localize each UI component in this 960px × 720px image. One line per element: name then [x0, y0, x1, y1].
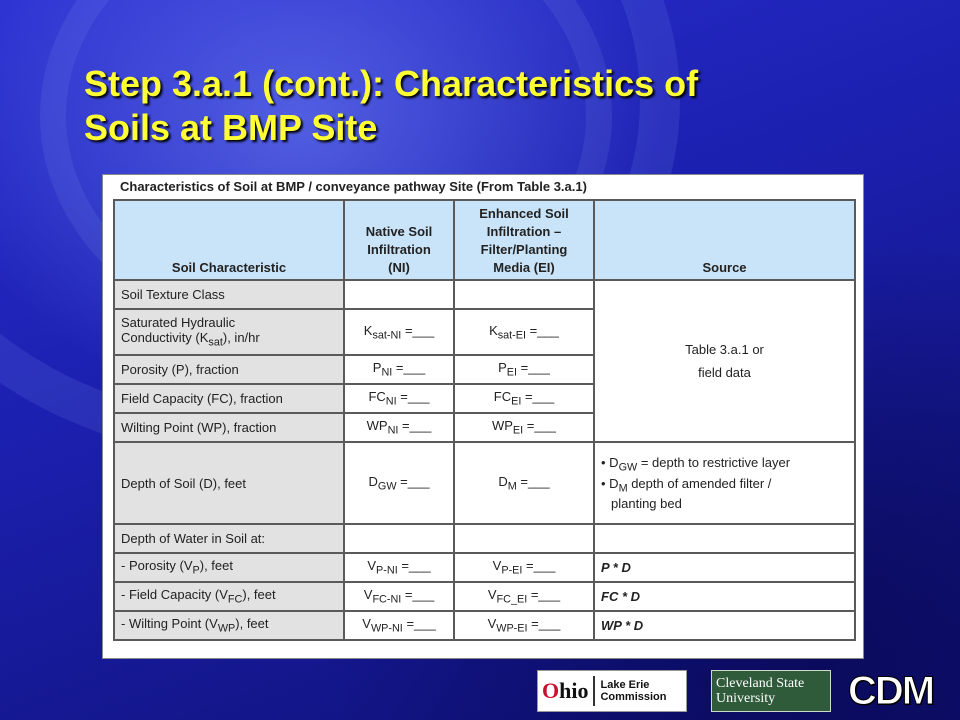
cell-native	[344, 524, 454, 553]
cell-characteristic: - Field Capacity $(V_{FC})$, feet	[114, 582, 344, 611]
cell-native: $P_{NI}$ =___	[344, 355, 454, 384]
cell-characteristic: Saturated Hydraulic Conductivity $(K_{sat})$, in/hr	[114, 309, 344, 355]
slide-title-line2: Soils at BMP Site	[84, 107, 378, 148]
cell-characteristic: Porosity (P), fraction	[114, 355, 344, 384]
logo-divider	[593, 676, 595, 706]
cell-characteristic: Depth of Soil (D), feet	[114, 442, 344, 524]
cell-native: $V_{P-NI}$ =___	[344, 553, 454, 582]
cell-enhanced	[454, 280, 594, 309]
cell-native: $V_{WP-NI}$ =___	[344, 611, 454, 640]
cell-source-depth-notes: • $D_{GW}$ = depth to restrictive layer • $D_M$ depth of amended filter / planting bed	[594, 442, 855, 524]
table-image	[103, 175, 863, 658]
cell-native: $FC_{NI}$ =___	[344, 384, 454, 413]
depth-note-2: • $D_M$ depth of amended filter /	[601, 475, 772, 495]
cell-enhanced: $P_{EI}$ =___	[454, 355, 594, 384]
cell-enhanced: $K_{sat-EI}$ =___	[454, 309, 594, 355]
cell-native: $D_{GW}$ =___	[344, 442, 454, 524]
table-row	[114, 442, 855, 524]
table-row	[114, 280, 855, 309]
cell-native: $K_{sat-NI}$ =___	[344, 309, 454, 355]
cell-native: $WP_{NI}$ =___	[344, 413, 454, 442]
slide-title-line1: Step 3.a.1 (cont.): Characteristics of	[84, 63, 699, 104]
cell-native	[344, 280, 454, 309]
cell-characteristic: Depth of Water in Soil at:	[114, 524, 344, 553]
cell-source: P * D	[594, 553, 855, 582]
cell-enhanced: $WP_{EI}$ =___	[454, 413, 594, 442]
cell-characteristic: - Porosity $(V_P)$, feet	[114, 553, 344, 582]
cleveland-state-university-logo: Cleveland State University	[711, 670, 831, 712]
header-enhanced-soil: Enhanced Soil Infiltration – Filter/Planting Media (EI)	[454, 200, 594, 280]
table-row	[114, 553, 855, 582]
cell-enhanced: $FC_{EI}$ =___	[454, 384, 594, 413]
cell-enhanced	[454, 524, 594, 553]
cell-characteristic: Soil Texture Class	[114, 280, 344, 309]
header-source: Source	[594, 200, 855, 280]
cell-native: $V_{FC-NI}$ =___	[344, 582, 454, 611]
cell-source	[594, 524, 855, 553]
cell-source: WP * D	[594, 611, 855, 640]
cell-characteristic: - Wilting Point $(V_{WP})$, feet	[114, 611, 344, 640]
cell-enhanced: $V_{FC\_EI}$ =___	[454, 582, 594, 611]
table-header-row	[114, 200, 855, 280]
cell-enhanced: $D_M$ =___	[454, 442, 594, 524]
table-row	[114, 524, 855, 553]
depth-note-1: • $D_{GW}$ = depth to restrictive layer	[601, 454, 791, 474]
cell-enhanced: $V_{P-EI}$ =___	[454, 553, 594, 582]
header-soil-characteristic: Soil Characteristic	[114, 200, 344, 280]
soil-characteristics-table	[113, 199, 856, 641]
cell-source: FC * D	[594, 582, 855, 611]
header-native-soil: Native Soil Infiltration (NI)	[344, 200, 454, 280]
table-row	[114, 611, 855, 640]
table-caption: Characteristics of Soil at BMP / conveyance pathway Site (From Table 3.a.1)	[120, 179, 587, 194]
table-row	[114, 582, 855, 611]
ohio-lake-erie-commission-logo: O hio Lake Erie Commission	[537, 670, 687, 712]
cell-enhanced: $V_{WP-EI}$ =___	[454, 611, 594, 640]
cell-characteristic: Wilting Point (WP), fraction	[114, 413, 344, 442]
cell-characteristic: Field Capacity (FC), fraction	[114, 384, 344, 413]
cdm-logo: CDM	[848, 668, 934, 713]
cell-source-merged: Table 3.a.1 or field data	[594, 280, 855, 442]
slide-title	[84, 62, 884, 150]
